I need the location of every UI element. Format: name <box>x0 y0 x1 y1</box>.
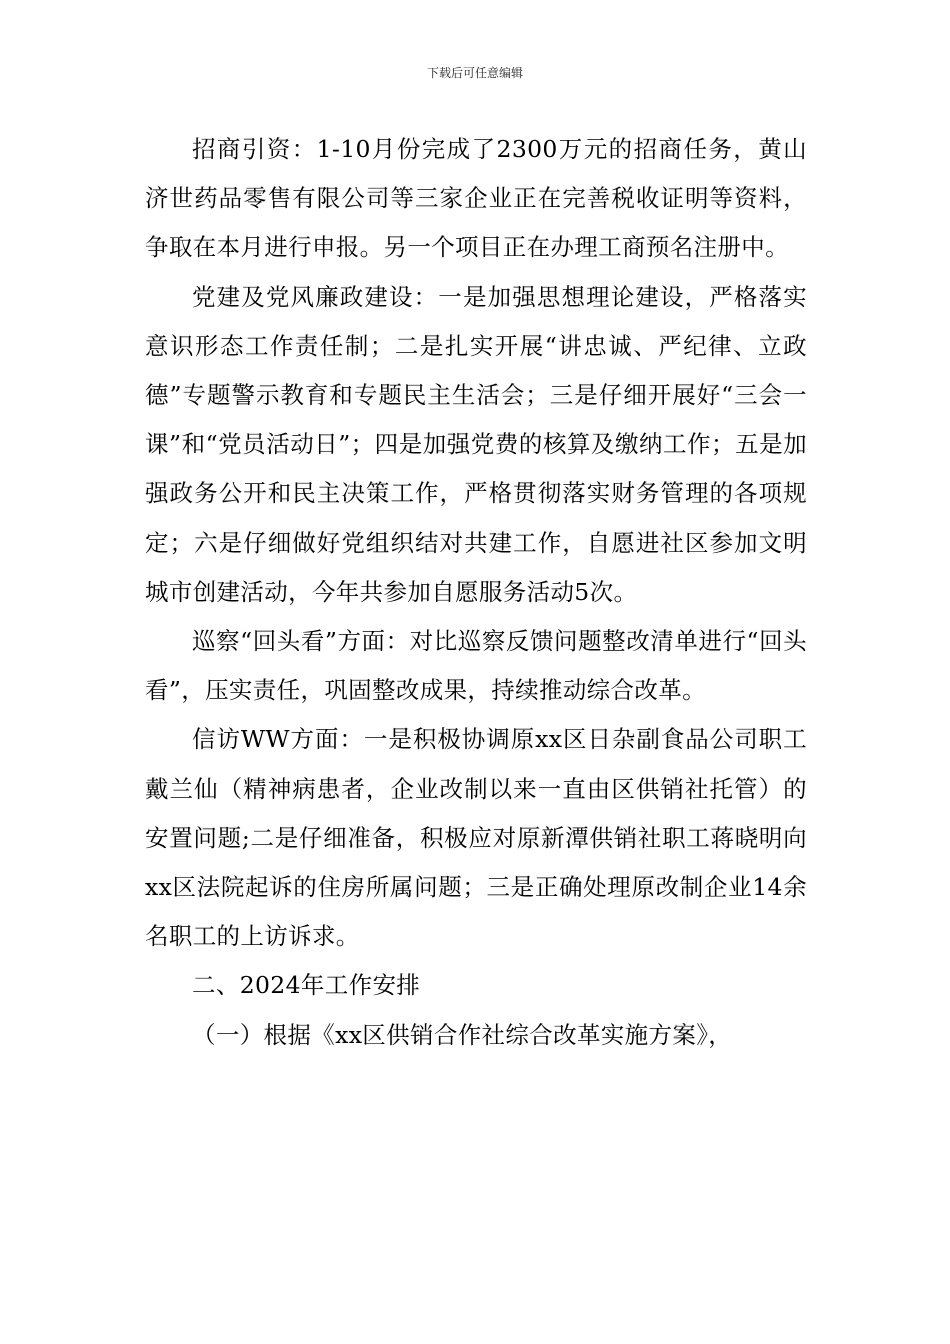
paragraph-inspection-review: 巡察“回头看”方面：对比巡察反馈问题整改清单进行“回头看”，压实责任，巩固整改成果，持续推动综合改革。 <box>145 627 807 705</box>
paragraph-reform-plan: （一）根据《xx区供销合作社综合改革实施方案》， <box>192 1020 733 1049</box>
section-heading-work-plan: 二、2024年工作安排 <box>192 971 421 1000</box>
paragraph-party-building: 党建及党风廉政建设：一是加强思想理论建设，严格落实意识形态工作责任制；二是扎实开展“讲忠诚、严纪律、立政德”专题警示教育和专题民主生活会；三是仔细开展好“三会一课”和“党员活动日”；四是加强党费的核算及缴纳工作；五是加强政务公开和民主决策工作，严格贯彻落实财务管理的各项规定；六是仔细做好党组织结对共建工作，自愿进社区参加文明城市创建活动，今年共参加自愿服务活动5次。 <box>145 282 807 606</box>
document-body <box>145 125 807 1060</box>
paragraph-petition: 信访WW方面：一是积极协调原xx区日杂副食品公司职工戴兰仙（精神病患者，企业改制以来一直由区供销社托管）的安置问题;二是仔细准备，积极应对原新潭供销社职工蒋晓明向xx区法院起诉的住房所属问题；三是正确处理原改制企业14余名职工的上访诉求。 <box>145 725 807 951</box>
page-header: 下载后可任意编辑 <box>426 66 523 80</box>
paragraph-investment: 招商引资：1-10月份完成了2300万元的招商任务，黄山济世药品零售有限公司等三家企业正在完善税收证明等资料，争取在本月进行申报。另一个项目正在办理工商预名注册中。 <box>145 135 807 262</box>
